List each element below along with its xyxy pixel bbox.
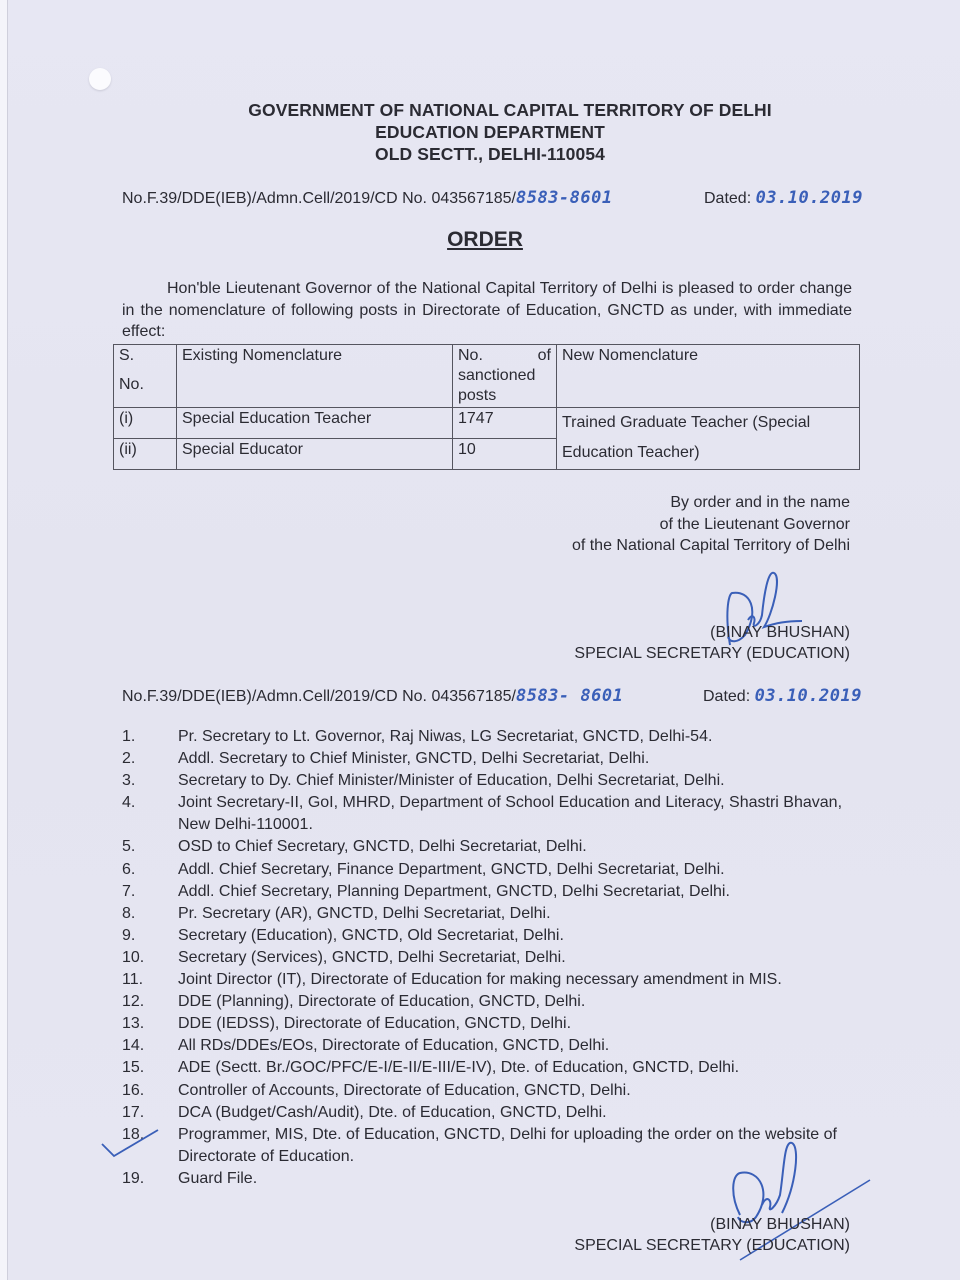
header-department: EDUCATION DEPARTMENT — [375, 122, 605, 142]
header-sanctioned-posts: No. of sanctioned posts — [453, 345, 557, 408]
cell-posts: 1747 — [453, 408, 557, 439]
list-item: 7. Addl. Chief Secretary, Planning Department, GNCTD, Delhi Secretariat, Delhi. — [122, 882, 730, 900]
list-item: 17. DCA (Budget/Cash/Audit), Dte. of Education, GNCTD, Delhi. — [122, 1103, 607, 1121]
signatory-designation: SPECIAL SECRETARY (EDUCATION) — [574, 645, 850, 662]
order-body — [122, 278, 852, 343]
signatory-name: (BINAY BHUSHAN) — [710, 1216, 850, 1233]
header-existing: Existing Nomenclature — [177, 345, 453, 408]
punch-hole — [89, 68, 111, 90]
order-title: ORDER — [447, 228, 523, 251]
signatory-1 — [574, 622, 850, 664]
list-item: 11. Joint Director (IT), Directorate of Education for making necessary amendment in MIS. — [122, 971, 782, 989]
handwritten-date: 03.10.2019 — [755, 188, 863, 208]
posts-table — [113, 344, 860, 470]
checkmark-icon — [98, 1126, 168, 1160]
handwritten-date: 03.10.2019 — [754, 686, 862, 706]
order-body-text: Hon'ble Lieutenant Governor of the National Capital Territory of Delhi is pleased to order change in the nomenclature of following posts in Directorate of Education, GNCTD as under, with immediate effect: — [122, 280, 852, 340]
signatory-name: (BINAY BHUSHAN) — [710, 624, 850, 641]
handwritten-dispatch-number: 8583- 8601 — [515, 686, 624, 706]
list-item: 3. Secretary to Dy. Chief Minister/Minister of Education, Delhi Secretariat, Delhi. — [122, 772, 725, 790]
page-edge — [0, 0, 8, 1280]
list-item: 15. ADE (Sectt. Br./GOC/PFC/E-I/E-II/E-III/E-IV), Dte. of Education, GNCTD, Delhi. — [122, 1059, 740, 1077]
table-header-row — [114, 345, 860, 408]
list-item: 8. Pr. Secretary (AR), GNCTD, Delhi Secretariat, Delhi. — [122, 904, 551, 922]
signatory-2 — [574, 1214, 850, 1256]
handwritten-dispatch-number: 8583-8601 — [515, 188, 613, 208]
list-item: 1. Pr. Secretary to Lt. Governor, Raj Niwas, LG Secretariat, GNCTD, Delhi-54. — [122, 728, 713, 745]
list-item: 12. DDE (Planning), Directorate of Education, GNCTD, Delhi. — [122, 993, 586, 1011]
authority-block: By order and in the name of the Lieutenant Governor of the National Capital Territory of Delhi — [571, 494, 850, 554]
list-item: 5. OSD to Chief Secretary, GNCTD, Delhi Secretariat, Delhi. — [122, 838, 587, 856]
copy-reference-prefix: No.F.39/DDE(IEB)/Admn.Cell/2019/CD No. 043567185/ — [122, 688, 516, 705]
reference-number — [122, 188, 613, 208]
copy-reference-date — [703, 686, 862, 706]
signatory-designation: SPECIAL SECRETARY (EDUCATION) — [574, 1237, 850, 1254]
list-item: 2. Addl. Secretary to Chief Minister, GNCTD, Delhi Secretariat, Delhi. — [122, 750, 650, 768]
header-sno: S. No. — [114, 345, 177, 408]
list-item: 9. Secretary (Education), GNCTD, Old Secretariat, Delhi. — [122, 926, 564, 944]
list-item: 16. Controller of Accounts, Directorate of Education, GNCTD, Delhi. — [122, 1081, 631, 1099]
list-item: 18. Programmer, MIS, Dte. of Education, GNCTD, Delhi for uploading the order on the website of Directorate of Education. — [122, 1125, 837, 1165]
cell-existing: Special Education Teacher — [177, 408, 453, 439]
cell-posts: 10 — [453, 439, 557, 470]
header-address: OLD SECTT., DELHI-110054 — [375, 144, 605, 164]
list-item: 10. Secretary (Services), GNCTD, Delhi Secretariat, Delhi. — [122, 948, 566, 966]
table-row — [114, 408, 860, 439]
copy-reference-number — [122, 686, 623, 706]
cell-sno: (ii) — [114, 439, 177, 470]
reference-number-prefix: No.F.39/DDE(IEB)/Admn.Cell/2019/CD No. 043567185/ — [122, 190, 516, 207]
reference-date — [704, 188, 863, 208]
list-item: 14. All RDs/DDEs/EOs, Directorate of Education, GNCTD, Delhi. — [122, 1037, 610, 1055]
header-new: New Nomenclature — [557, 345, 860, 408]
list-item: 4. Joint Secretary-II, GoI, MHRD, Department of School Education and Literacy, Shastri Bhavan, New Delhi-110001. — [122, 794, 843, 834]
cell-sno: (i) — [114, 408, 177, 439]
dated-label: Dated: — [703, 688, 751, 705]
list-item: 19. Guard File. — [122, 1169, 258, 1187]
cell-existing: Special Educator — [177, 439, 453, 470]
header-government: GOVERNMENT OF NATIONAL CAPITAL TERRITORY OF DELHI — [248, 100, 772, 120]
dated-label: Dated: — [704, 190, 752, 207]
distribution-list — [122, 726, 862, 1190]
list-item: 6. Addl. Chief Secretary, Finance Department, GNCTD, Delhi Secretariat, Delhi. — [122, 860, 725, 878]
list-item: 13. DDE (IEDSS), Directorate of Education, GNCTD, Delhi. — [122, 1015, 572, 1033]
cell-new-nomenclature: Trained Graduate Teacher (Special Education Teacher) — [557, 408, 860, 470]
